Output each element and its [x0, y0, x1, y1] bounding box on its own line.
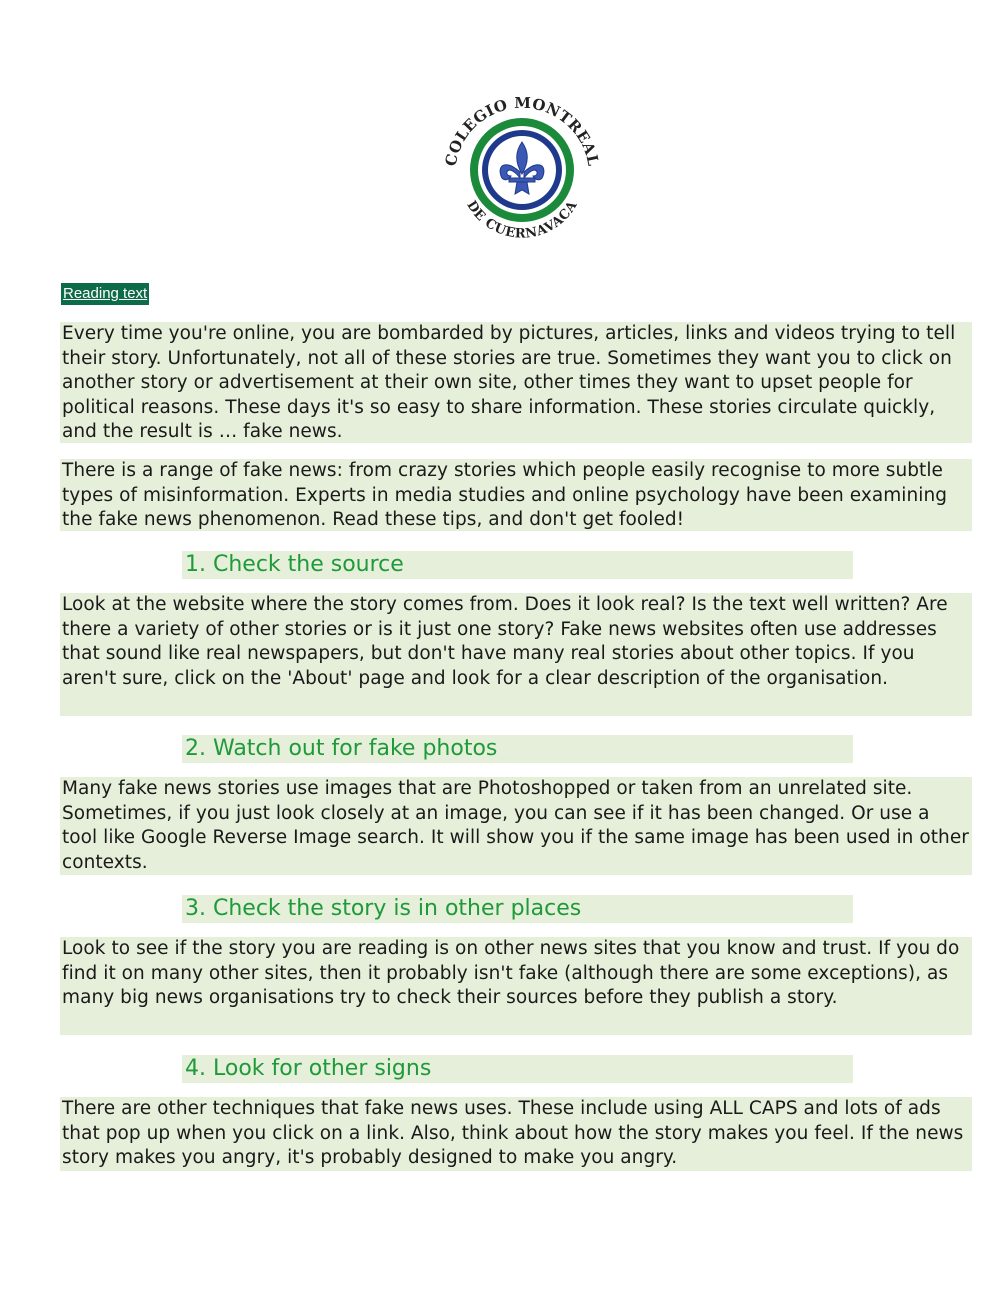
section-heading-check-source: 1. Check the source [182, 551, 853, 579]
section-heading-other-places: 3. Check the story is in other places [182, 895, 853, 923]
section-body-other-places [60, 937, 972, 1035]
section-heading-fake-photos: 2. Watch out for fake photos [182, 735, 853, 763]
logo-top-text: COLEGIO MONTREAL [441, 93, 603, 168]
section-body-check-source [60, 593, 972, 716]
school-logo [437, 90, 607, 260]
intro-text-1: Every time you're online, you are bombarded by pictures, articles, links and videos trying to tell their story. Unfortunately, not all of these stories are true. Sometimes they want you to click on another story or advertisement at their own site, other times they want to upset people for political reasons. These days it's so easy to share information. These stories circulate quickly, and the result is … fake news. [62, 323, 956, 443]
section-text: Look at the website where the story comes from. Does it look real? Is the text well written? Are there a variety of other stories or is it just one story? Fake news websites often use addresses that sound like real newspapers, but don't have many real stories about other topics. If you aren't sure, click on the 'About' page and look for a clear description of the organisation. [62, 594, 948, 689]
intro-text-2: There is a range of fake news: from crazy stories which people easily recognise to more subtle types of misinformation. Experts in media studies and online psychology have been examining the fake news phenomenon. Read these tips, and don't get fooled! [62, 460, 948, 531]
section-text: There are other techniques that fake news uses. These include using ALL CAPS and lots of ads that pop up when you click on a link. Also, think about how the story makes you feel. If the news story makes you angry, it's probably designed to make you angry. [62, 1098, 964, 1169]
section-text: Look to see if the story you are reading is on other news sites that you know and trust. If you do find it on many other sites, then it probably isn't fake (although there are some exceptions), as many big news organisations try to check their sources before they publish a story. [62, 938, 960, 1009]
logo-bottom-text: DE CUERNAVACA [463, 198, 581, 242]
section-body-other-signs [60, 1097, 972, 1171]
section-text: Many fake news stories use images that are Photoshopped or taken from an unrelated site. Sometimes, if you just look closely at an image, you can see if it has been changed. Or use a tool like Google Reverse Image search. It will show you if the same image has been used in other contexts. [62, 778, 969, 873]
intro-paragraph-1 [60, 322, 972, 443]
intro-paragraph-2 [60, 459, 972, 531]
section-heading-other-signs: 4. Look for other signs [182, 1055, 853, 1083]
section-body-fake-photos [60, 777, 972, 875]
reading-text-tag[interactable]: Reading text [61, 283, 149, 305]
